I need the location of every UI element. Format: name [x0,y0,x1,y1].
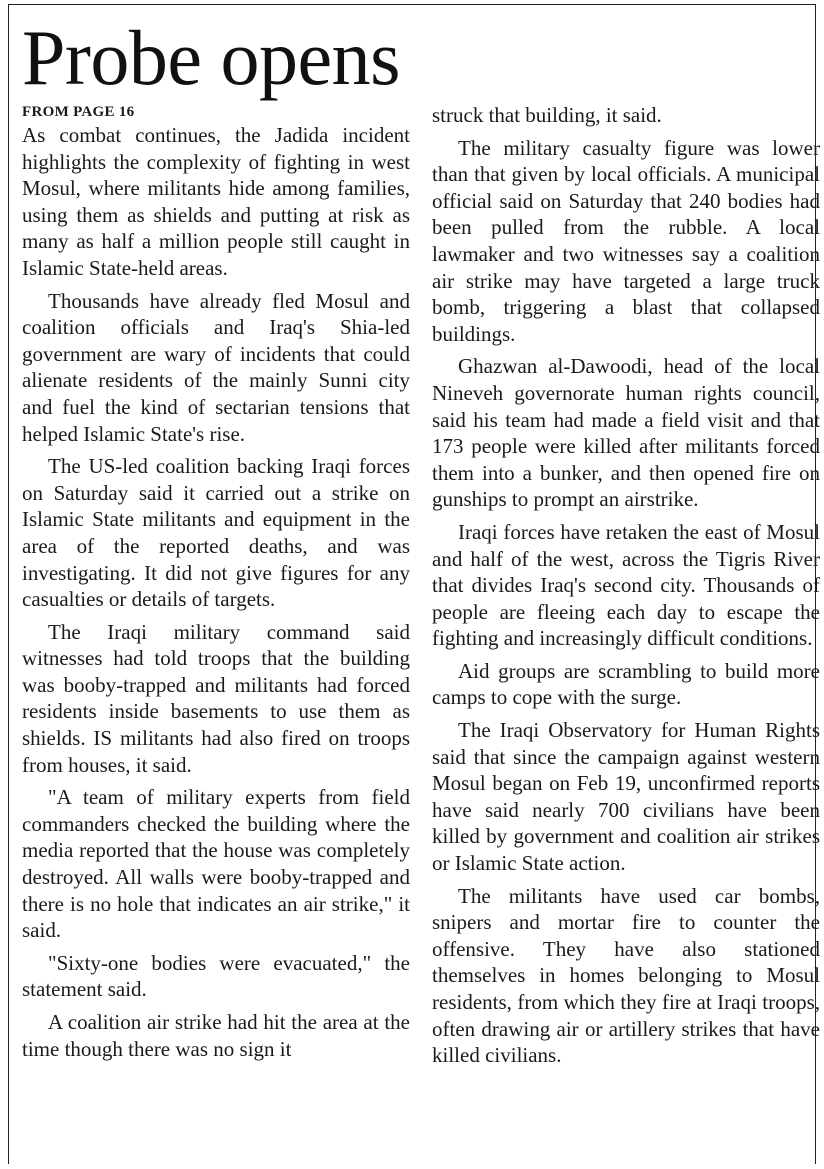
paragraph: A coalition air strike had hit the area at the time though there was no sign it [22,1010,410,1061]
paragraph: As combat continues, the Jadida incident highlights the complexity of fighting in west Mosul, where militants hide among families, using them as shields and putting at risk as many as half a million people still caught in Islamic State-held areas. [22,123,410,280]
article-column-left [22,102,410,1068]
headline: Probe opens [22,14,400,101]
article-column-right [432,102,820,1075]
paragraph: The Iraqi Observatory for Human Rights said that since the campaign against western Mosul began on Feb 19, unconfirmed reports have said nearly 700 civilians have been killed by government and coalition air strikes or Islamic State action. [432,718,820,876]
paragraph: "A team of military experts from field commanders checked the building where the media reported that the house was completely destroyed. All walls were booby-trapped and there is no hole that indicates an air strike," it said. [22,785,410,943]
paragraph: Aid groups are scrambling to build more camps to cope with the surge. [432,658,820,710]
paragraph: "Sixty-one bodies were evacuated," the statement said. [22,950,410,1002]
paragraph: The Iraqi military command said witnesses had told troops that the building was booby-trapped and militants had forced residents inside basements to use them as shields. IS militants had also fired on troops from houses, it said. [22,619,410,777]
paragraph: The militants have used car bombs, snipers and mortar fire to counter the offensive. They have also stationed themselves in homes belonging to Mosul residents, from which they fire at Iraqi troops, often drawing air or artillery strikes that have killed civilians. [432,883,820,1068]
paragraph-continued: struck that building, it said. [432,103,662,127]
paragraph: Thousands have already fled Mosul and coalition officials and Iraq's Shia-led government are wary of incidents that could alienate residents of the mainly Sunni city and fuel the kind of sectarian tensions that helped Islamic State's rise. [22,288,410,446]
paragraph: Ghazwan al-Dawoodi, head of the local Nineveh governorate human rights council, said his team had made a field visit and that 173 people were killed after militants forced them into a bunker, and then opened fire on gunships to prompt an airstrike. [432,354,820,512]
paragraph: Iraqi forces have retaken the east of Mosul and half of the west, across the Tigris River that divides Iraq's second city. Thousands of people are fleeing each day to escape the fighting and increasingly difficult conditions. [432,519,820,651]
paragraph: The military casualty figure was lower than that given by local officials. A municipal official said on Saturday that 240 bodies had been pulled from the rubble. A local lawmaker and two witnesses say a coalition air strike may have targeted a large truck bomb, triggering a blast that collapsed buildings. [432,135,820,346]
jump-line: FROM PAGE 16 [22,104,135,120]
paragraph: The US-led coalition backing Iraqi forces on Saturday said it carried out a strike on Islamic State militants and equipment in the area of the reported deaths, and was investigating. It did not give figures for any casualties or details of targets. [22,454,410,612]
